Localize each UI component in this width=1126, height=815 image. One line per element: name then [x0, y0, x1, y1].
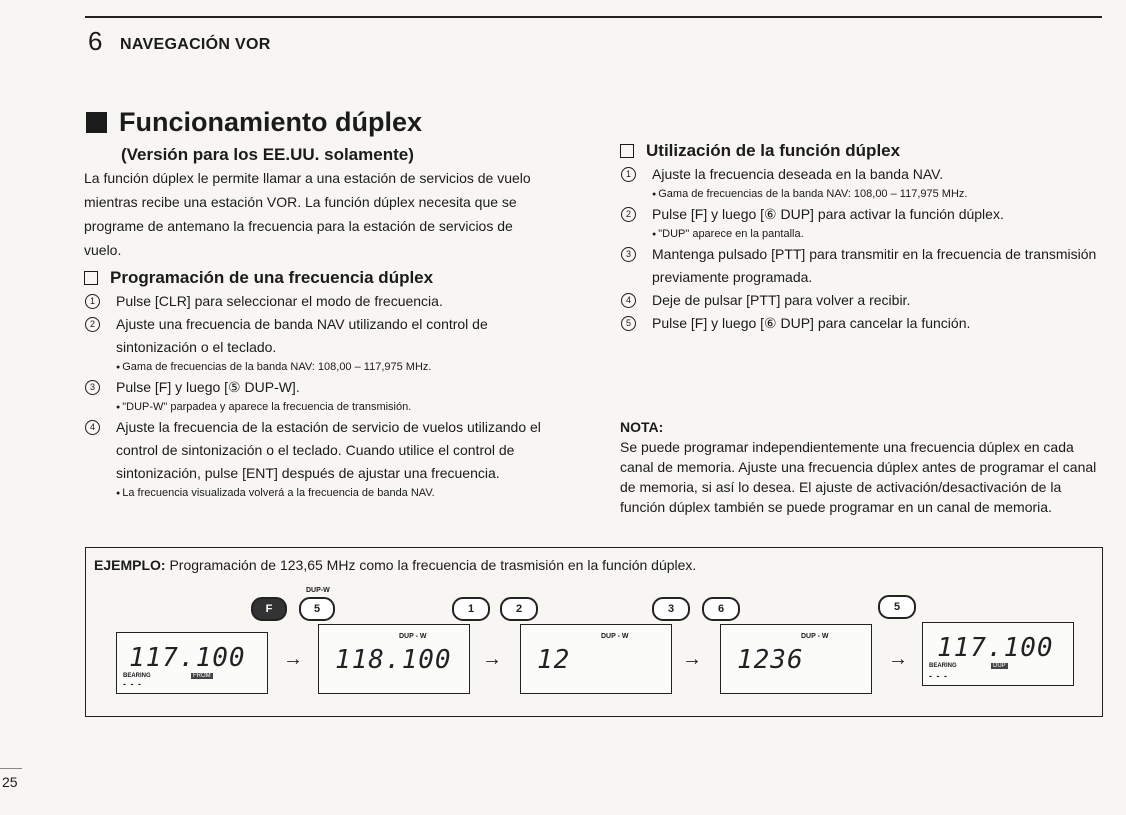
- lcd-display-entry-12: [520, 624, 672, 694]
- arrow-icon: →: [283, 648, 303, 670]
- step-number: 5: [621, 316, 636, 331]
- step-note: ● Gama de frecuencias de la banda NAV: 108,00 – 117,975 MHz.: [116, 359, 564, 376]
- step-number: 1: [621, 167, 636, 182]
- arrow-icon: →: [482, 648, 502, 670]
- page-number-rule: [0, 768, 22, 769]
- step-number: 2: [85, 317, 100, 332]
- lcd-frequency: 117.100: [937, 633, 1054, 663]
- step-number: 3: [85, 380, 100, 395]
- lcd-from-tag: FROM: [193, 673, 211, 679]
- note-title: NOTA:: [620, 419, 664, 435]
- digit-1-key: 1: [452, 597, 490, 621]
- step-number: 4: [85, 420, 100, 435]
- header-rule: [85, 16, 1102, 18]
- example-caption: [94, 557, 696, 573]
- lcd-dupw-indicator: DUP - W: [601, 633, 629, 640]
- digit-2-key: 2: [500, 597, 538, 621]
- lcd-bearing: BEARING: [123, 673, 151, 679]
- digit-3-key: 3: [652, 597, 690, 621]
- step-text: Pulse [F] y luego [⑤ DUP-W].: [116, 379, 300, 395]
- step-text: Mantenga pulsado [PTT] para transmitir en la frecuencia de transmisión previamente programada.: [652, 246, 1097, 285]
- programming-section: [84, 268, 564, 502]
- step-text: Ajuste la frecuencia deseada en la banda NAV.: [652, 166, 944, 182]
- lcd-dup-tag: DUP: [993, 663, 1006, 669]
- step-text: Pulse [F] y luego [⑥ DUP] para activar la función dúplex.: [652, 206, 1004, 222]
- programming-step: [84, 290, 564, 313]
- step-note: ● Gama de frecuencias de la banda NAV: 108,00 – 117,975 MHz.: [652, 186, 1100, 203]
- usage-step: [620, 163, 1100, 203]
- step-note: ● "DUP-W" parpadea y aparece la frecuencia de transmisión.: [116, 399, 564, 416]
- step-text: Ajuste una frecuencia de banda NAV utilizando el control de sintonización o el teclado.: [116, 316, 488, 355]
- section-square-icon: [86, 112, 107, 133]
- lcd-display-entry-1236: [720, 624, 872, 694]
- lcd-bearing: BEARING: [929, 663, 957, 669]
- page-number: 25: [2, 774, 18, 790]
- step-text: Pulse [CLR] para seleccionar el modo de frecuencia.: [116, 293, 443, 309]
- chapter-title: NAVEGACIÓN VOR: [120, 36, 271, 53]
- lcd-frequency: 117.100: [129, 643, 246, 673]
- intro-paragraph: La función dúplex le permite llamar a una estación de servicios de vuelo mientras recibe una estación VOR. La función dúplex necesita que se programe de antemano la frecuencia para la estación de servicios de vuelo.: [84, 170, 531, 258]
- checkbox-square-icon: [84, 271, 98, 285]
- lcd-dashes: - - -: [929, 671, 948, 681]
- step-note: ● "DUP" aparece en la pantalla.: [652, 226, 1100, 243]
- step-number: 3: [621, 247, 636, 262]
- programming-step: [84, 313, 564, 376]
- usage-heading: [620, 141, 1100, 161]
- step-number: 4: [621, 293, 636, 308]
- programming-step: [84, 416, 564, 502]
- checkbox-square-icon: [620, 144, 634, 158]
- usage-title: Utilización de la función dúplex: [646, 141, 901, 160]
- chapter-number: 6: [88, 26, 103, 56]
- dupw-5-key: 5: [299, 597, 335, 621]
- step-text: Pulse [F] y luego [⑥ DUP] para cancelar la función.: [652, 315, 971, 331]
- step-note: ● La frecuencia visualizada volverá a la frecuencia de banda NAV.: [116, 485, 564, 502]
- usage-step: [620, 203, 1100, 243]
- programming-heading: [84, 268, 564, 288]
- lcd-frequency: 1236: [737, 645, 804, 675]
- step-text: Deje de pulsar [PTT] para volver a recibir.: [652, 292, 911, 308]
- section-title: [86, 107, 422, 138]
- programming-steps: [84, 290, 564, 502]
- step-number: 1: [85, 294, 100, 309]
- programming-title: Programación de una frecuencia dúplex: [110, 268, 434, 287]
- arrow-icon: →: [888, 648, 908, 670]
- lcd-display-initial: [116, 632, 268, 694]
- section-title-text: Funcionamiento dúplex: [119, 107, 423, 137]
- f-key: F: [251, 597, 287, 621]
- usage-step: [620, 312, 1100, 335]
- usage-section: [620, 141, 1100, 335]
- lcd-dupw-indicator: DUP - W: [399, 633, 427, 640]
- digit-6-key: 6: [702, 597, 740, 621]
- lcd-frequency: 12: [537, 645, 571, 675]
- usage-step: [620, 289, 1100, 312]
- lcd-dupw-indicator: DUP - W: [801, 633, 829, 640]
- lcd-display-final: [922, 622, 1074, 686]
- digit-5-key: 5: [878, 595, 916, 619]
- step-text: Ajuste la frecuencia de la estación de servicio de vuelos utilizando el control de sintonización o el teclado. Cuando utilice el control de sintonización, pulse [ENT] después de ajustar una frecuencia.: [116, 419, 541, 481]
- arrow-icon: →: [682, 648, 702, 670]
- note-text: Se puede programar independientemente una frecuencia dúplex en cada canal de memoria. Ajuste una frecuencia dúplex antes de programar el canal de memoria, si así lo desea. El ajuste de activación/desactivación de la función dúplex también se puede programar en un canal de memoria.: [620, 439, 1097, 515]
- example-text: Programación de 123,65 MHz como la frecuencia de trasmisión en la función dúplex.: [169, 557, 697, 573]
- lcd-dashes: - - -: [123, 679, 142, 689]
- example-label: EJEMPLO:: [94, 557, 166, 573]
- usage-steps: [620, 163, 1100, 335]
- step-number: 2: [621, 207, 636, 222]
- usage-step: [620, 243, 1100, 289]
- section-subtitle: (Versión para los EE.UU. solamente): [121, 145, 414, 164]
- lcd-frequency: 118.100: [335, 645, 452, 675]
- lcd-display-dupw: [318, 624, 470, 694]
- dupw-key-tag: DUP-W: [306, 587, 330, 594]
- programming-step: [84, 376, 564, 416]
